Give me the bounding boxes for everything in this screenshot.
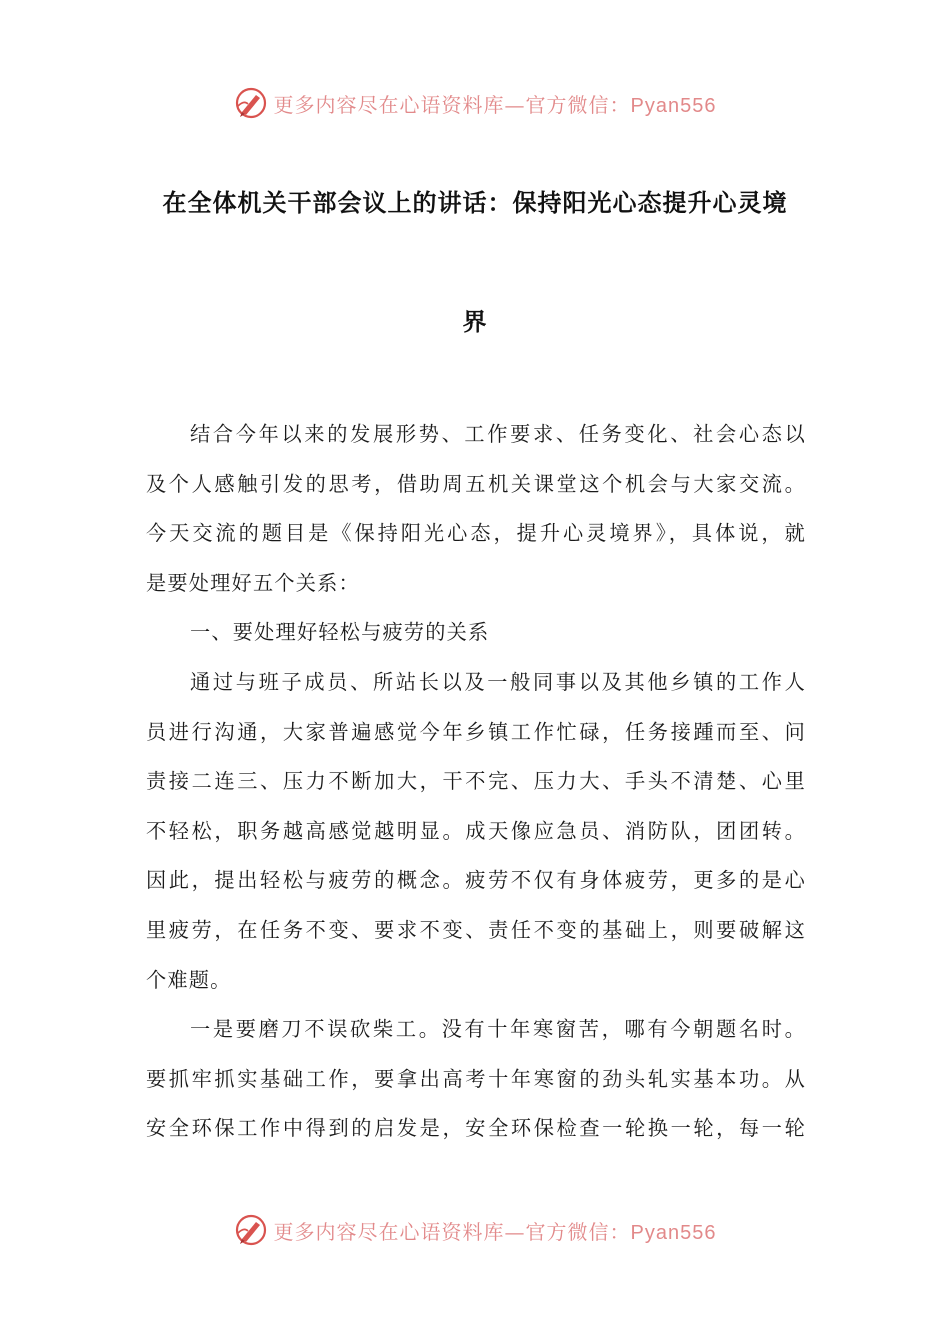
body-line: 安全环保工作中得到的启发是，安全环保检查一轮换一轮，每一轮 xyxy=(146,1116,806,1141)
wechat-id: Pyan556 xyxy=(630,94,717,117)
body-line: 里疲劳，在任务不变、要求不变、责任不变的基础上，则要破解这 xyxy=(146,918,806,942)
page-title-line-2: 界 xyxy=(462,308,488,336)
body-line: 一是要磨刀不误砍柴工。没有十年寒窗苦，哪有今朝题名时。 xyxy=(190,1017,806,1042)
body-line: 及个人感触引发的思考，借助周五机关课堂这个机会与大家交流。 xyxy=(146,471,806,496)
banner-text: 更多内容尽在心语资料库—官方微信：Pyan556 xyxy=(273,92,717,117)
body-line: 要抓牢抓实基础工作，要拿出高考十年寒窗的劲头轧实基本功。从 xyxy=(146,1066,806,1091)
body-line: 结合今年以来的发展形势、工作要求、任务变化、社会心态以 xyxy=(190,422,806,446)
page-title-line-1: 在全体机关干部会议上的讲话：保持阳光心态提升心灵境 xyxy=(162,189,788,217)
body-line: 员进行沟通，大家普遍感觉今年乡镇工作忙碌，任务接踵而至、问 xyxy=(146,719,806,744)
section-heading: 一、要处理好轻松与疲劳的关系 xyxy=(190,620,490,645)
body-line: 不轻松，职务越高感觉越明显。成天像应急员、消防队，团团转。 xyxy=(146,818,806,843)
body-line: 今天交流的题目是《保持阳光心态，提升心灵境界》，具体说，就 xyxy=(146,521,806,546)
pen-logo-icon xyxy=(234,1213,268,1247)
body-line: 责接二连三、压力不断加大，干不完、压力大、手头不清楚、心里 xyxy=(146,769,806,794)
footer-banner xyxy=(0,1210,950,1250)
banner-text: 更多内容尽在心语资料库—官方微信：Pyan556 xyxy=(273,1219,717,1244)
wechat-id: Pyan556 xyxy=(630,1221,717,1244)
header-banner xyxy=(0,83,950,123)
body-line: 个难题。 xyxy=(146,967,232,992)
body-line: 是要处理好五个关系： xyxy=(146,570,360,595)
body-line: 通过与班子成员、所站长以及一般同事以及其他乡镇的工作人 xyxy=(190,670,806,694)
pen-logo-icon xyxy=(234,86,268,120)
body-line: 因此，提出轻松与疲劳的概念。疲劳不仅有身体疲劳，更多的是心 xyxy=(146,868,806,893)
